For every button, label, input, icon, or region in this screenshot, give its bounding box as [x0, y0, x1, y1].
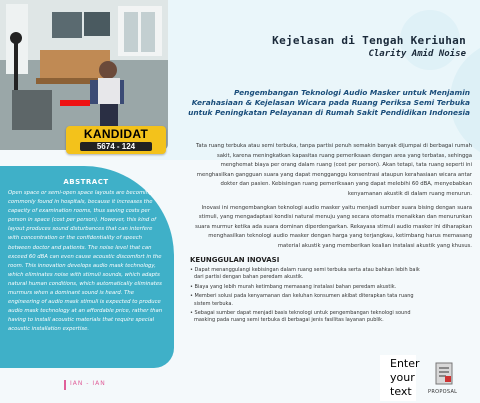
poster-title — [272, 34, 466, 59]
body-text — [188, 142, 472, 256]
subtitle-line: untuk Peningkatan Pelayanan di Rumah Sakit Pendidikan Indonesia — [188, 108, 470, 117]
subtitle-line: Pengembangan Teknologi Audio Masker untuk Menjamin — [233, 88, 470, 97]
abstract-heading: ABSTRACT — [63, 178, 109, 186]
abstract-panel — [0, 166, 174, 368]
list-item: • Biaya yang lebih murah ketimbang memasang instalasi bahan peredam akustik. — [190, 283, 397, 290]
list-item: • Dapat menanggulangi kebisingan dalam ruang semi terbuka serta atau bahkan lebih baik dari partisi dengan bahan peredam akustik. — [190, 267, 420, 281]
subtitle-line: Kerahasiaan & Kejelasan Wicara pada Ruang Periksa Semi Terbuka — [191, 98, 470, 107]
badge-code: 5674 - 124 — [80, 142, 152, 151]
keunggulan-list — [190, 267, 420, 327]
title-main: Kejelasan di Tengah Keriuhan — [272, 34, 466, 47]
kandidat-badge — [66, 126, 166, 154]
body-paragraph: Tata ruang terbuka atau semi terbuka, tanpa partisi penuh semakin banyak dijumpai di berbagai rumah sakit, karena meningkatkan kapasitas ruang pemeriksaan dengan area yang terbatas, sehingga menghemat biaya per orang dalam ruang (cost per person). Akan tetapi, tata ruang seperti ini menghasilkan gangguan suara yang dapat mengganggu konsentrasi ataupun kerahasiaan wicara antar dokter dan pasien. Kebisingan ruang pemeriksaan yang dapat melebihi 60 dBA, menyebabkan kenyamanan akustik di dalam ruang menurun. — [196, 143, 472, 197]
title-background — [150, 0, 480, 160]
title-english: Clarity Amid Noise — [368, 49, 466, 59]
list-item: • Sebagai sumber dapat menjadi basis teknologi untuk pengembangan teknologi sound masking pada ruang semi terbuka di berbagai jenis fasilitas layanan publik. — [190, 310, 411, 324]
footer-label: IAN - IAN — [70, 380, 106, 387]
proposal-icon[interactable] — [430, 360, 458, 388]
abstract-text: Open space or semi-open space layouts are becoming commonly found in hospitals, because it increases the capacity of examination rooms, thus saving costs per person in space (cost per person). However, this kind of layout produces sound disturbances that can interfere with concentration or the confidentiality of speech between doctor and patients. The noise level that can exceed 60 dBA can even cause acoustic discomfort in the room. This innovation develops audio mask technology, which eliminates noise with stimuli sounds, which adapts natural human conditions, which automatically eliminates murmurs when a dominant sound is heard. The engineering of audio mask stimuli is expected to produce audio mask technology at an affordable price, rather than having to install acoustic materials that require special acoustic installation expertise. — [8, 190, 163, 333]
enter-text-box[interactable]: Enter your text — [380, 355, 416, 401]
keunggulan-heading: KEUNGGULAN INOVASI — [190, 256, 280, 264]
body-paragraph: Inovasi ini mengembangkan teknologi audio masker yaitu menjadi sumber suara bising dengan suara stimuli, yang mengadaptasi kondisi natural menuju yang secara otomatis menaikkan dan menurunkan suara murmur ketika ada suara dominan diperdengarkan. Rekayasa stimuli audio masker ini diharapkan menghasilkan teknologi audio masker dengan harga yang terjangkau, ketimbang harus memasang material akustik yang memberikan kealian instalasi akustik yang khusus. — [195, 204, 472, 249]
proposal-label: PROPOSAL — [428, 389, 458, 395]
list-item: • Memberi solusi pada kenyamanan dan keluhan konsumen akibat diterapkan tata ruang sistem terbuka. — [190, 293, 414, 307]
badge-title: KANDIDAT — [83, 127, 149, 141]
footer-divider — [64, 380, 66, 390]
poster-subtitle — [175, 88, 470, 118]
